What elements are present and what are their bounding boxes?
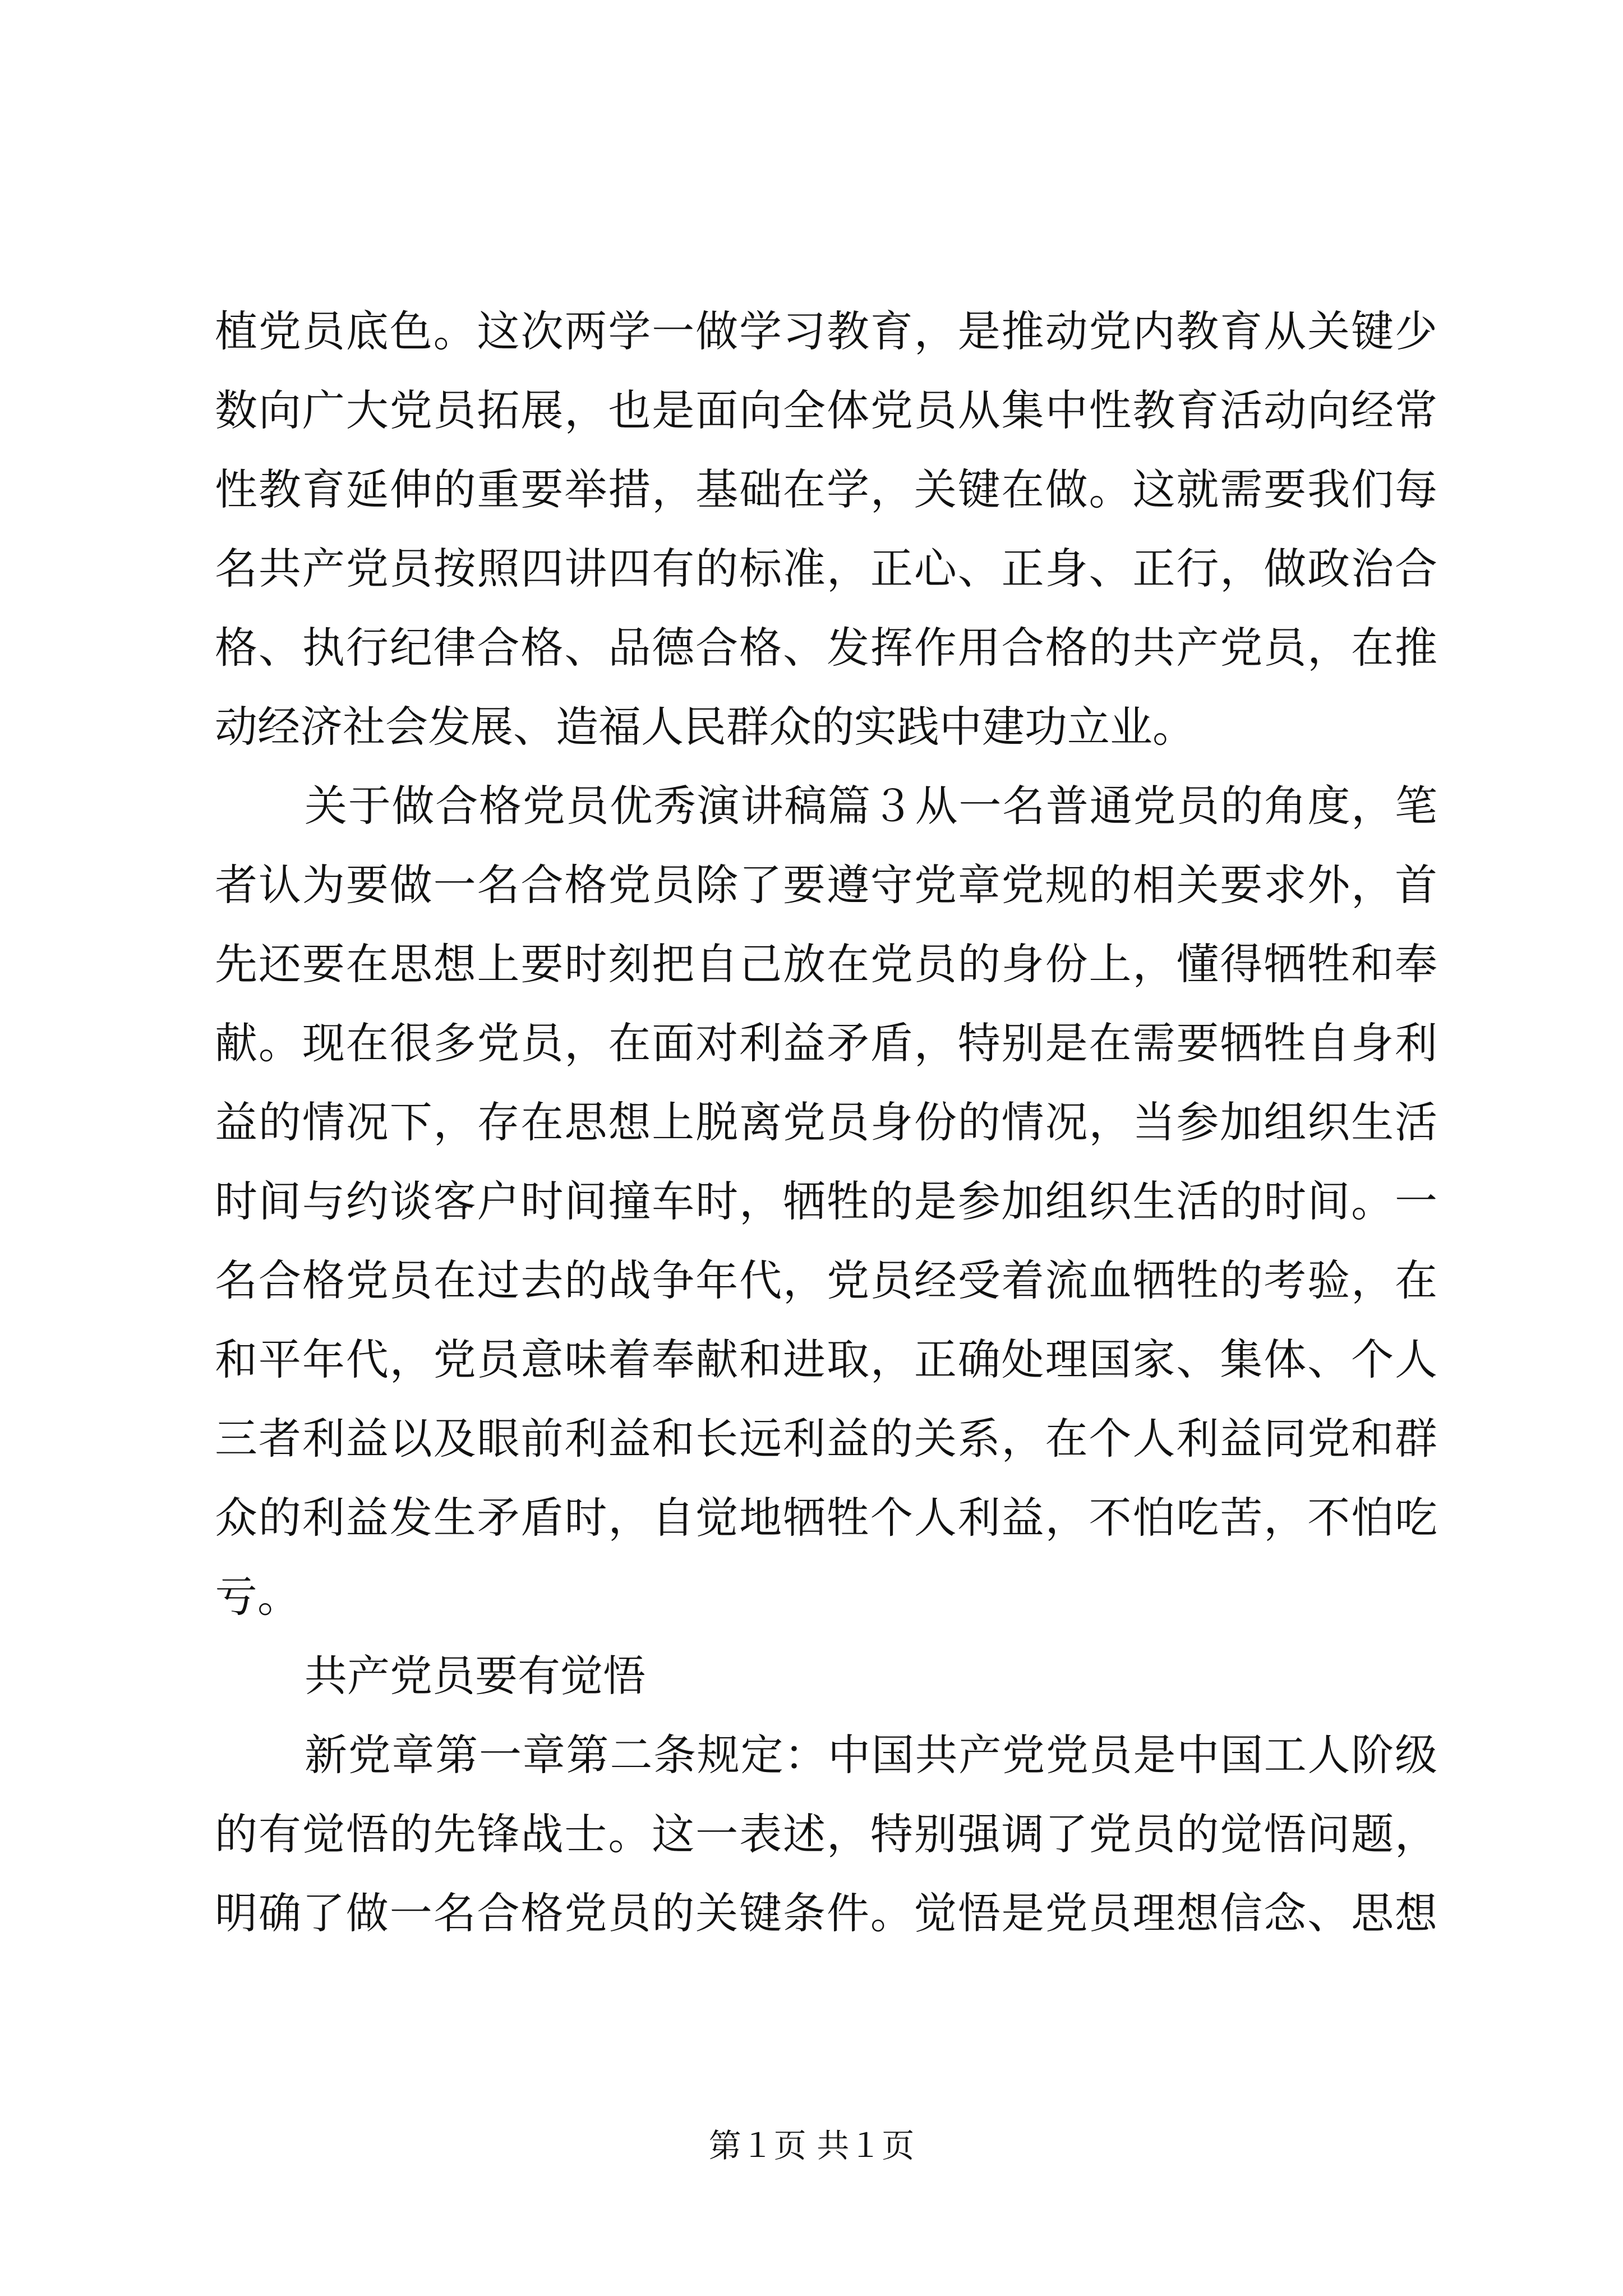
text-line: 的有觉悟的先锋战士。这一表述，特别强调了党员的觉悟问题， [215, 1809, 1437, 1859]
text-line: 亏。 [215, 1572, 300, 1622]
text-line: 数向广大党员拓展，也是面向全体党员从集中性教育活动向经常 [215, 385, 1437, 435]
document-body [215, 292, 1437, 1953]
text-line: 明确了做一名合格党员的关键条件。觉悟是党员理想信念、思想 [215, 1888, 1437, 1938]
text-line: 时间与约谈客户时间撞车时，牺牲的是参加组织生活的时间。一 [215, 1176, 1437, 1226]
text-line: 性教育延伸的重要举措，基础在学，关键在做。这就需要我们每 [215, 464, 1437, 514]
text-line: 众的利益发生矛盾时，自觉地牺牲个人利益，不怕吃苦，不怕吃 [215, 1493, 1437, 1543]
text-line: 先还要在思想上要时刻把自己放在党员的身份上，懂得牺牲和奉 [215, 939, 1437, 989]
text-line: 名合格党员在过去的战争年代，党员经受着流血牺牲的考验，在 [215, 1255, 1437, 1305]
section-heading: 共产党员要有觉悟 [305, 1651, 645, 1701]
text-line: 植党员底色。这次两学一做学习教育，是推动党内教育从关键少 [215, 306, 1437, 356]
text-line: 益的情况下，存在思想上脱离党员身份的情况，当参加组织生活 [215, 1097, 1437, 1147]
paragraph-start-line: 关于做合格党员优秀演讲稿篇３从一名普通党员的角度，笔 [305, 781, 1437, 831]
paragraph-start-line: 新党章第一章第二条规定：中国共产党党员是中国工人阶级 [305, 1730, 1437, 1780]
text-line: 动经济社会发展、造福人民群众的实践中建功立业。 [215, 702, 1195, 752]
text-line: 献。现在很多党员，在面对利益矛盾，特别是在需要牺牲自身利 [215, 1018, 1437, 1068]
page-number-footer: 第１页 共１页 [708, 2127, 915, 2165]
text-line: 三者利益以及眼前利益和长远利益的关系，在个人利益同党和群 [215, 1414, 1437, 1464]
text-line: 者认为要做一名合格党员除了要遵守党章党规的相关要求外，首 [215, 860, 1437, 910]
text-line: 和平年代，党员意味着奉献和进取，正确处理国家、集体、个人 [215, 1335, 1437, 1384]
text-line: 名共产党员按照四讲四有的标准，正心、正身、正行，做政治合 [215, 544, 1437, 593]
text-line: 格、执行纪律合格、品德合格、发挥作用合格的共产党员，在推 [215, 623, 1437, 673]
